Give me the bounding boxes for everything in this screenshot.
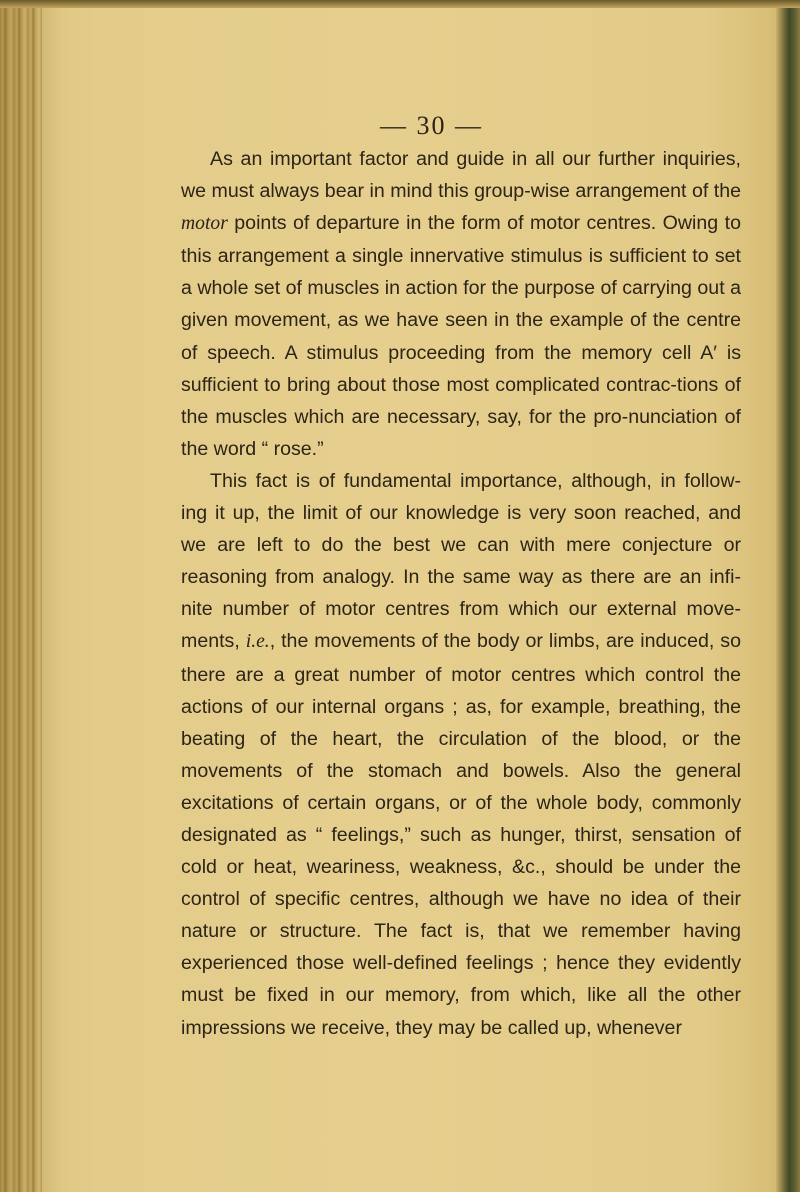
paragraph-1-text-a: As an important factor and guide in all our further inquiries, we must always bear in mind this group-wise arrangement of the [181, 148, 741, 203]
paragraph-2-text-b: , the movements of the body or limbs, are induced, so there are a great number of motor centres which control the actions of our internal organs ; as, for example, breathing, the beating of the heart, the circulation of the blood, or the movements of the stomach and bowels. Also the general excitations of certain organs, or of the whole body, commonly designated as “ feelings,” such as hunger, thirst, sensation of cold or heat, weariness, weakness, &c., should be under the control of specific centres, although we have no idea of their nature or structure. The fact is, that we remember having experienced those well-defined feelings ; hence they evidently must be fixed in our memory, from which, like all the other impressions we receive, they may be called up, whenever [181, 630, 741, 1039]
page-number: — 30 — [380, 111, 483, 140]
page-fore-edge [776, 0, 800, 1192]
emphasis-ie: i.e. [245, 631, 270, 653]
binding-shadow [0, 0, 60, 1192]
paragraph-2-text-a: This fact is of fundamental importance, although, in follow-ing it up, the limit of our knowledge is very soon reached, and we are left to do the best we can with mere conjecture or reasoning from analogy. In the same way as there are an infi-nite number of motor centres from which our external move-ments, [181, 469, 741, 653]
emphasis-motor: motor [181, 213, 228, 235]
paragraph-2 [181, 465, 741, 1044]
paragraph-1 [181, 143, 741, 465]
page-top-edge [0, 0, 800, 8]
paragraph-1-text-b: points of departure in the form of motor centres. Owing to this arrangement a single innervative stimulus is sufficient to set a whole set of muscles in action for the purpose of carrying out a given movement, as we have seen in the example of the centre of speech. A stimulus proceeding from the memory cell A′ is sufficient to bring about those most complicated contrac-tions of the muscles which are necessary, say, for the pro-nunciation of the word “ rose.” [181, 212, 741, 460]
body-text [181, 143, 741, 1044]
